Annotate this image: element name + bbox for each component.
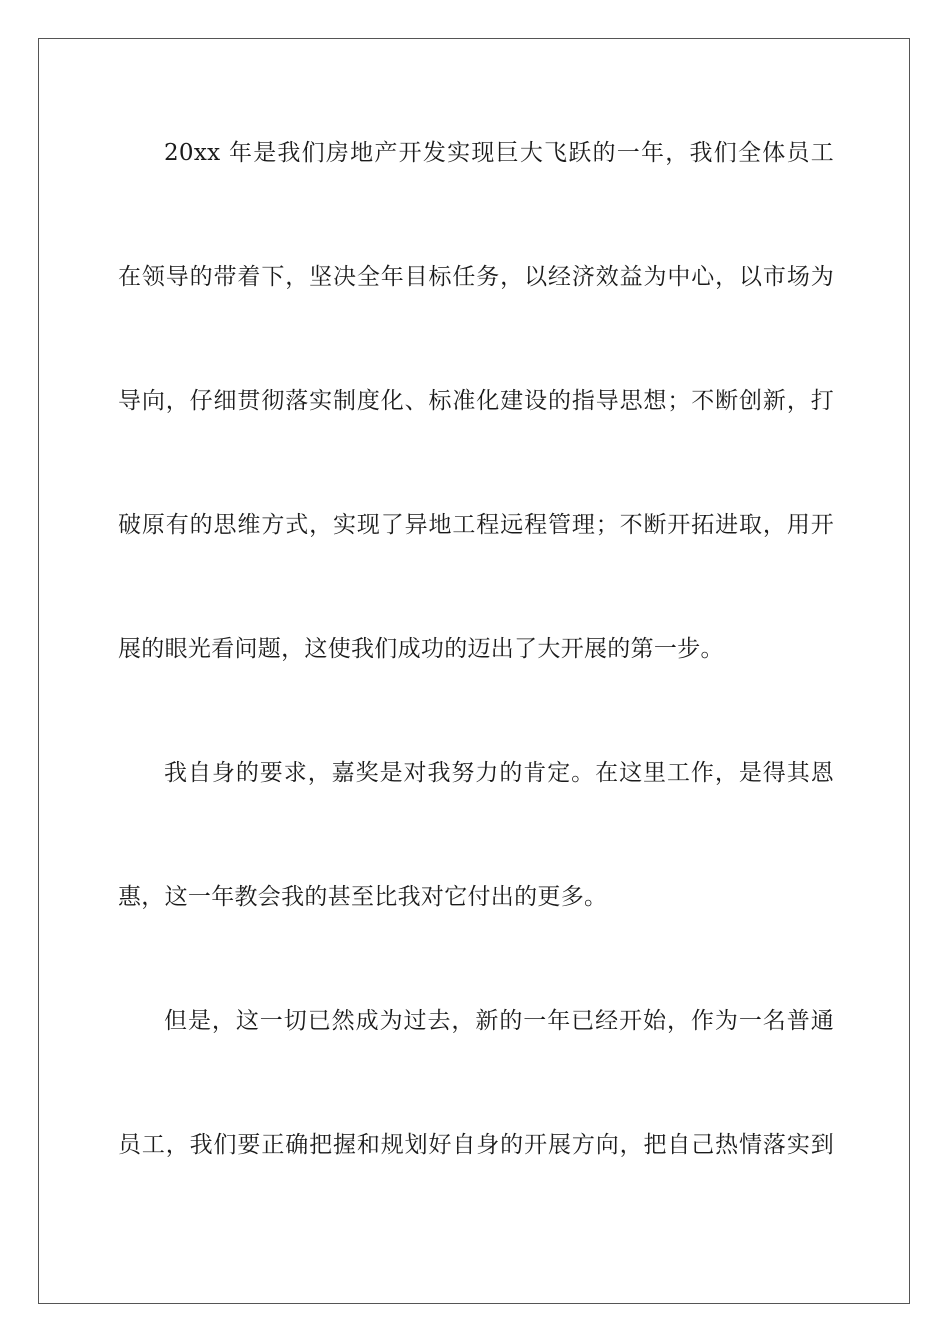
paragraph-1-line-1: 20xx 年是我们房地产开发实现巨大飞跃的一年，我们全体员工 (164, 140, 834, 166)
paragraph-3-line-2: 员工，我们要正确把握和规划好自身的开展方向，把自己热情落实到 (118, 1132, 834, 1158)
paragraph-2-line-1: 我自身的要求，嘉奖是对我努力的肯定。在这里工作，是得其恩 (164, 760, 834, 786)
paragraph-2-line-2: 惠，这一年教会我的甚至比我对它付出的更多。 (118, 884, 608, 910)
paragraph-1-line-4: 破原有的思维方式，实现了异地工程远程管理；不断开拓进取，用开 (118, 512, 834, 538)
paragraph-1-line-3: 导向，仔细贯彻落实制度化、标准化建设的指导思想；不断创新，打 (118, 388, 834, 414)
paragraph-1-line-5: 展的眼光看问题，这使我们成功的迈出了大开展的第一步。 (118, 636, 724, 662)
paragraph-3-line-1: 但是，这一切已然成为过去，新的一年已经开始，作为一名普通 (164, 1008, 834, 1034)
paragraph-1-line-2: 在领导的带着下，坚决全年目标任务，以经济效益为中心，以市场为 (118, 264, 834, 290)
page-border (38, 38, 910, 1304)
